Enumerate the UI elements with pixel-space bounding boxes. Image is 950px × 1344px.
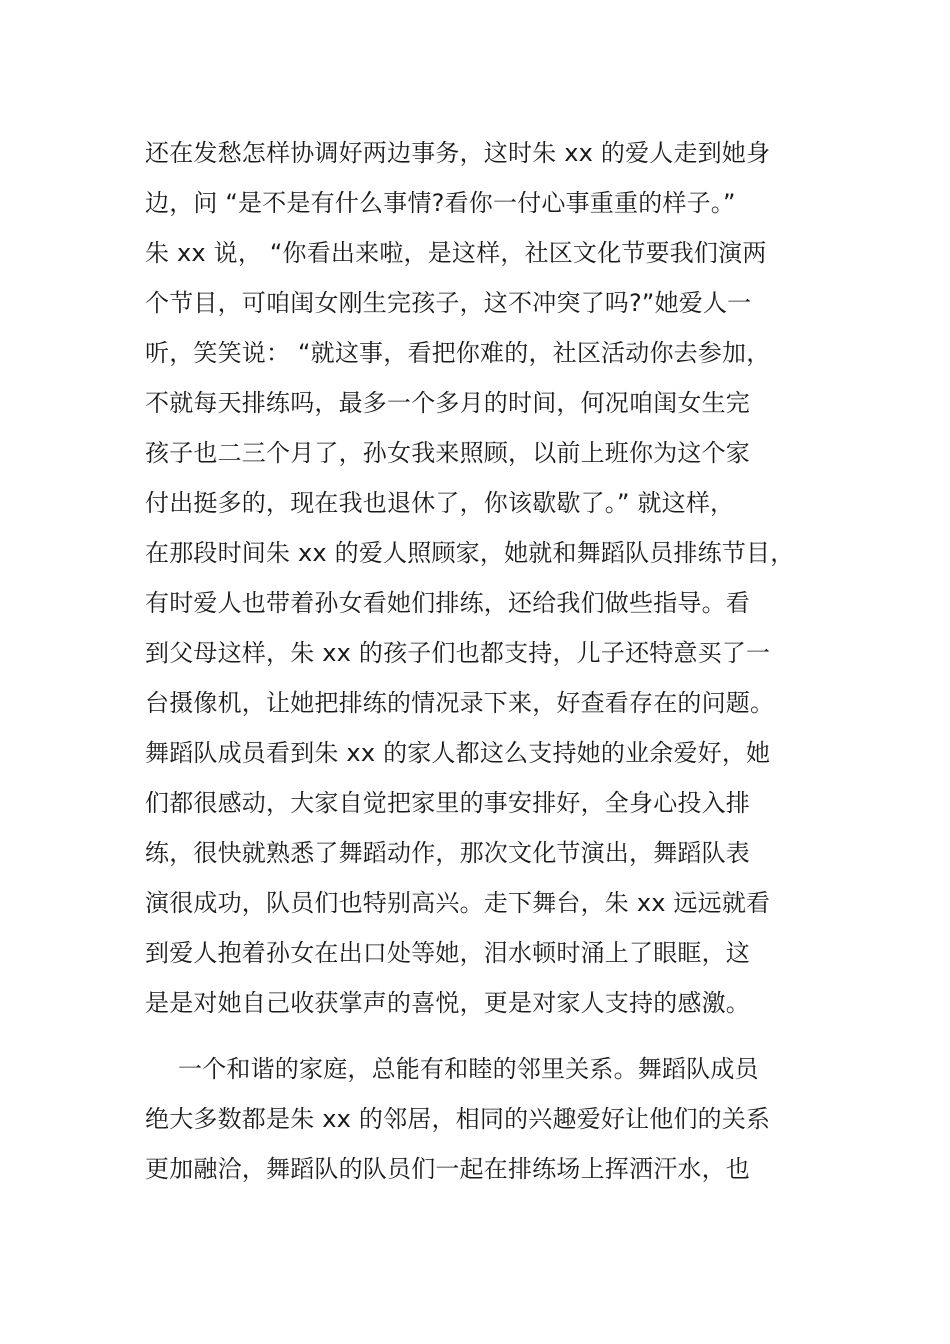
paragraph-2 bbox=[145, 1044, 825, 1194]
text-line: 绝大多数都是朱 xx 的邻居，相同的兴趣爱好让他们的关系 bbox=[145, 1105, 771, 1133]
text-line: 个节目，可咱闺女刚生完孩子，这不冲突了吗?”她爱人一 bbox=[145, 289, 752, 317]
text-line: 更加融洽，舞蹈队的队员们一起在排练场上挥洒汗水，也 bbox=[145, 1155, 750, 1183]
text-line: 还在发愁怎样协调好两边事务，这时朱 xx 的爱人走到她身 bbox=[145, 139, 771, 167]
text-line: 练，很快就熟悉了舞蹈动作，那次文化节演出，舞蹈队表 bbox=[145, 839, 750, 867]
text-line: 是是对她自己收获掌声的喜悦，更是对家人支持的感激。 bbox=[145, 989, 750, 1017]
document-body bbox=[145, 128, 825, 1194]
text-line: 听，笑笑说： “就这事，看把你难的，社区活动你去参加， bbox=[145, 339, 771, 367]
paragraph-spacer bbox=[145, 1028, 825, 1044]
text-line: 付出挺多的，现在我也退休了，你该歇歇了。” 就这样， bbox=[145, 489, 735, 517]
text-line: 不就每天排练吗，最多一个多月的时间，何况咱闺女生完 bbox=[145, 389, 750, 417]
text-line: 演很成功，队员们也特别高兴。走下舞台，朱 xx 远远就看 bbox=[145, 889, 771, 917]
text-line: 边，问 “是不是有什么事情?看你一付心事重重的样子。” bbox=[145, 189, 736, 217]
text-line: 一个和谐的家庭，总能有和睦的邻里关系。舞蹈队成员 bbox=[178, 1055, 759, 1083]
text-line: 在那段时间朱 xx 的爱人照顾家，她就和舞蹈队员排练节目， bbox=[145, 539, 795, 567]
text-line: 朱 xx 说， “你看出来啦，是这样，社区文化节要我们演两 bbox=[145, 239, 767, 267]
text-line: 到爱人抱着孙女在出口处等她，泪水顿时涌上了眼眶，这 bbox=[145, 939, 750, 967]
text-line: 到父母这样，朱 xx 的孩子们也都支持，儿子还特意买了一 bbox=[145, 639, 771, 667]
paragraph-1 bbox=[145, 128, 825, 1028]
text-line: 孩子也二三个月了，孙女我来照顾，以前上班你为这个家 bbox=[145, 439, 750, 467]
text-line: 们都很感动，大家自觉把家里的事安排好，全身心投入排 bbox=[145, 789, 750, 817]
text-line: 台摄像机，让她把排练的情况录下来，好查看存在的问题。 bbox=[145, 689, 775, 717]
text-line: 舞蹈队成员看到朱 xx 的家人都这么支持她的业余爱好，她 bbox=[145, 739, 771, 767]
text-line: 有时爱人也带着孙女看她们排练，还给我们做些指导。看 bbox=[145, 589, 750, 617]
